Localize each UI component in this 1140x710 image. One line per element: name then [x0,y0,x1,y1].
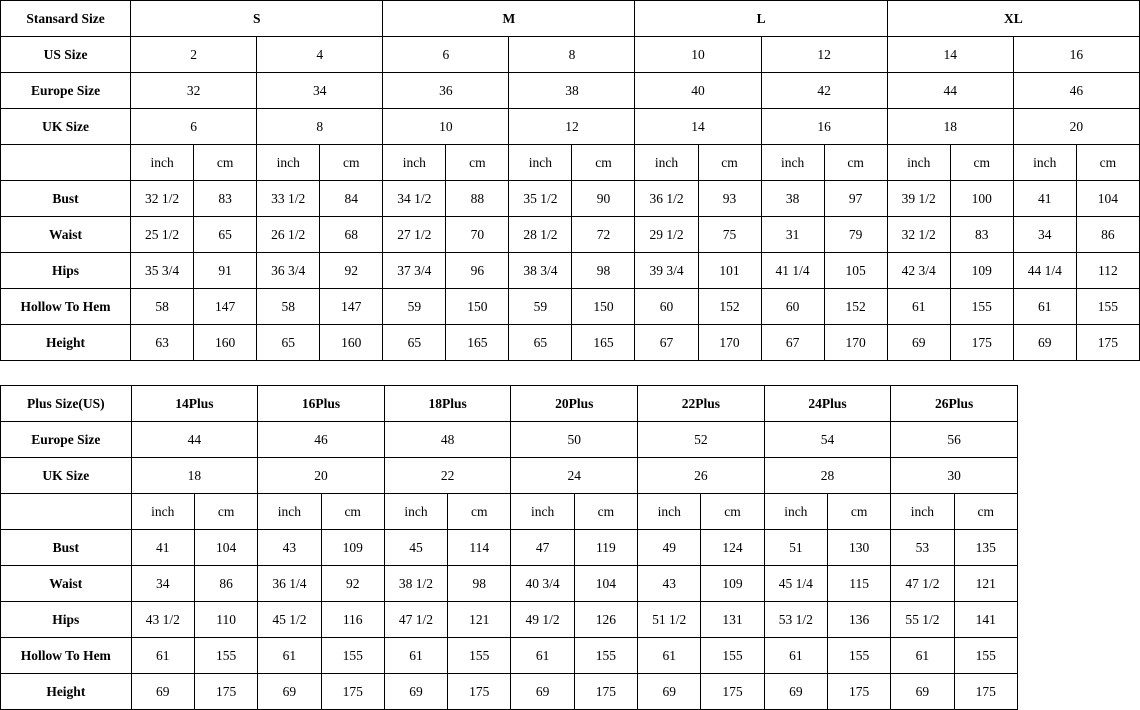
height-cell: 160 [194,325,257,361]
bust-cell: 109 [321,530,384,566]
table-row [1,253,1140,289]
unit-cell: inch [891,494,954,530]
height-cell: 175 [701,674,764,710]
row-label-us-size: US Size [1,37,131,73]
us-size-cell: 14 [887,37,1013,73]
hips-cell: 55 1/2 [891,602,954,638]
uk-size-cell: 22 [384,458,511,494]
hips-cell: 105 [824,253,887,289]
hollow-cell: 150 [446,289,509,325]
row-label-hips: Hips [1,253,131,289]
europe-size-cell: 32 [131,73,257,109]
waist-cell: 86 [194,566,257,602]
size-group-l: L [635,1,887,37]
table-row [1,566,1018,602]
waist-cell: 121 [954,566,1017,602]
uk-size-cell: 28 [764,458,891,494]
unit-cell: cm [448,494,511,530]
row-label-hips: Hips [1,602,132,638]
hips-cell: 131 [701,602,764,638]
unit-row-blank-cell [1,145,131,181]
row-label-uk-size: UK Size [1,458,132,494]
bust-cell: 34 1/2 [383,181,446,217]
hips-cell: 121 [448,602,511,638]
height-cell: 69 [764,674,827,710]
unit-cell: inch [638,494,701,530]
waist-cell: 40 3/4 [511,566,574,602]
height-cell: 67 [635,325,698,361]
row-label-bust: Bust [1,530,132,566]
hollow-cell: 155 [448,638,511,674]
height-cell: 63 [131,325,194,361]
row-label-bust: Bust [1,181,131,217]
bust-cell: 88 [446,181,509,217]
europe-size-cell: 36 [383,73,509,109]
height-cell: 69 [891,674,954,710]
row-label-height: Height [1,674,132,710]
height-cell: 67 [761,325,824,361]
bust-cell: 45 [384,530,447,566]
height-cell: 175 [954,674,1017,710]
table-row [1,674,1018,710]
hollow-cell: 155 [1076,289,1139,325]
hollow-cell: 147 [194,289,257,325]
plus-corner-label: Plus Size(US) [1,386,132,422]
unit-cell: inch [761,145,824,181]
waist-cell: 72 [572,217,635,253]
table-row [1,638,1018,674]
hips-cell: 116 [321,602,384,638]
bust-cell: 130 [827,530,890,566]
unit-cell: cm [321,494,384,530]
size-group-xl: XL [887,1,1139,37]
hollow-cell: 59 [383,289,446,325]
hips-cell: 112 [1076,253,1139,289]
unit-cell: cm [1076,145,1139,181]
us-size-cell: 4 [257,37,383,73]
table-row [1,289,1140,325]
bust-cell: 49 [638,530,701,566]
unit-cell: cm [194,494,257,530]
waist-cell: 32 1/2 [887,217,950,253]
row-label-hollow-to-hem: Hollow To Hem [1,638,132,674]
bust-cell: 124 [701,530,764,566]
hips-cell: 110 [194,602,257,638]
bust-cell: 43 [258,530,321,566]
height-cell: 69 [258,674,321,710]
plus-size-cell: 18Plus [384,386,511,422]
europe-size-cell: 40 [635,73,761,109]
hips-cell: 36 3/4 [257,253,320,289]
size-group-m: M [383,1,635,37]
us-size-cell: 6 [383,37,509,73]
waist-cell: 75 [698,217,761,253]
hollow-cell: 150 [572,289,635,325]
unit-cell: inch [258,494,321,530]
table-row [1,386,1018,422]
table-row [1,145,1140,181]
hips-cell: 39 3/4 [635,253,698,289]
europe-size-cell: 44 [131,422,258,458]
table-row [1,37,1140,73]
waist-cell: 104 [574,566,637,602]
unit-cell: cm [194,145,257,181]
hips-cell: 44 1/4 [1013,253,1076,289]
waist-cell: 86 [1076,217,1139,253]
unit-cell: inch [509,145,572,181]
plus-size-cell: 20Plus [511,386,638,422]
bust-cell: 41 [131,530,194,566]
bust-cell: 32 1/2 [131,181,194,217]
bust-cell: 51 [764,530,827,566]
us-size-cell: 12 [761,37,887,73]
uk-size-cell: 26 [638,458,765,494]
hollow-cell: 61 [638,638,701,674]
height-cell: 175 [950,325,1013,361]
hips-cell: 43 1/2 [131,602,194,638]
table-row [1,1,1140,37]
hips-cell: 42 3/4 [887,253,950,289]
standard-corner-label: Stansard Size [1,1,131,37]
uk-size-cell: 12 [509,109,635,145]
height-cell: 69 [1013,325,1076,361]
us-size-cell: 8 [509,37,635,73]
row-label-hollow-to-hem: Hollow To Hem [1,289,131,325]
waist-cell: 34 [131,566,194,602]
hips-cell: 41 1/4 [761,253,824,289]
europe-size-cell: 46 [1013,73,1139,109]
waist-cell: 31 [761,217,824,253]
uk-size-cell: 6 [131,109,257,145]
bust-cell: 84 [320,181,383,217]
bust-cell: 93 [698,181,761,217]
unit-cell: inch [131,494,194,530]
table-row [1,602,1018,638]
uk-size-cell: 24 [511,458,638,494]
height-cell: 160 [320,325,383,361]
waist-cell: 25 1/2 [131,217,194,253]
europe-size-cell: 54 [764,422,891,458]
plus-size-table [0,385,1018,710]
hollow-cell: 58 [131,289,194,325]
unit-cell: inch [887,145,950,181]
hollow-cell: 152 [698,289,761,325]
unit-cell: cm [824,145,887,181]
hips-cell: 136 [827,602,890,638]
height-cell: 175 [448,674,511,710]
hollow-cell: 59 [509,289,572,325]
plus-size-cell: 26Plus [891,386,1018,422]
unit-cell: cm [574,494,637,530]
row-label-europe-size: Europe Size [1,422,132,458]
bust-cell: 47 [511,530,574,566]
row-label-europe-size: Europe Size [1,73,131,109]
hips-cell: 45 1/2 [258,602,321,638]
bust-cell: 53 [891,530,954,566]
hips-cell: 92 [320,253,383,289]
us-size-cell: 2 [131,37,257,73]
waist-cell: 47 1/2 [891,566,954,602]
europe-size-cell: 56 [891,422,1018,458]
hollow-cell: 61 [258,638,321,674]
unit-cell: inch [257,145,320,181]
unit-cell: inch [635,145,698,181]
table-row [1,73,1140,109]
bust-cell: 104 [1076,181,1139,217]
table-row [1,217,1140,253]
height-cell: 175 [194,674,257,710]
height-cell: 175 [827,674,890,710]
europe-size-cell: 52 [638,422,765,458]
height-cell: 175 [321,674,384,710]
hips-cell: 91 [194,253,257,289]
height-cell: 65 [257,325,320,361]
unit-cell: inch [511,494,574,530]
waist-cell: 45 1/4 [764,566,827,602]
height-cell: 69 [887,325,950,361]
bust-cell: 41 [1013,181,1076,217]
waist-cell: 115 [827,566,890,602]
bust-cell: 114 [448,530,511,566]
waist-cell: 92 [321,566,384,602]
hollow-cell: 61 [891,638,954,674]
hollow-cell: 155 [574,638,637,674]
bust-cell: 83 [194,181,257,217]
unit-cell: cm [572,145,635,181]
bust-cell: 100 [950,181,1013,217]
unit-cell: cm [701,494,764,530]
europe-size-cell: 50 [511,422,638,458]
hollow-cell: 155 [827,638,890,674]
hollow-cell: 61 [131,638,194,674]
uk-size-cell: 10 [383,109,509,145]
row-label-waist: Waist [1,566,132,602]
us-size-cell: 10 [635,37,761,73]
height-cell: 170 [698,325,761,361]
hips-cell: 47 1/2 [384,602,447,638]
unit-cell: cm [950,145,1013,181]
plus-size-cell: 14Plus [131,386,258,422]
europe-size-cell: 44 [887,73,1013,109]
hollow-cell: 61 [887,289,950,325]
height-cell: 69 [131,674,194,710]
row-label-waist: Waist [1,217,131,253]
hollow-cell: 155 [321,638,384,674]
height-cell: 165 [572,325,635,361]
uk-size-cell: 30 [891,458,1018,494]
height-cell: 165 [446,325,509,361]
table-row [1,422,1018,458]
europe-size-cell: 48 [384,422,511,458]
hips-cell: 35 3/4 [131,253,194,289]
unit-cell: cm [320,145,383,181]
row-label-height: Height [1,325,131,361]
waist-cell: 65 [194,217,257,253]
plus-size-cell: 24Plus [764,386,891,422]
bust-cell: 36 1/2 [635,181,698,217]
hollow-cell: 155 [701,638,764,674]
hollow-cell: 61 [384,638,447,674]
height-cell: 69 [638,674,701,710]
table-row [1,530,1018,566]
bust-cell: 90 [572,181,635,217]
unit-cell: inch [764,494,827,530]
uk-size-cell: 14 [635,109,761,145]
uk-size-cell: 16 [761,109,887,145]
bust-cell: 38 [761,181,824,217]
hips-cell: 37 3/4 [383,253,446,289]
us-size-cell: 16 [1013,37,1139,73]
hollow-cell: 155 [950,289,1013,325]
waist-cell: 83 [950,217,1013,253]
hollow-cell: 60 [761,289,824,325]
europe-size-cell: 38 [509,73,635,109]
hips-cell: 53 1/2 [764,602,827,638]
size-group-s: S [131,1,383,37]
waist-cell: 79 [824,217,887,253]
unit-cell: cm [698,145,761,181]
uk-size-cell: 20 [258,458,385,494]
waist-cell: 26 1/2 [257,217,320,253]
uk-size-cell: 8 [257,109,383,145]
table-row [1,494,1018,530]
waist-cell: 28 1/2 [509,217,572,253]
hips-cell: 38 3/4 [509,253,572,289]
hollow-cell: 61 [764,638,827,674]
height-cell: 175 [1076,325,1139,361]
plus-size-cell: 16Plus [258,386,385,422]
plus-size-cell: 22Plus [638,386,765,422]
hips-cell: 126 [574,602,637,638]
bust-cell: 104 [194,530,257,566]
waist-cell: 36 1/4 [258,566,321,602]
hollow-cell: 152 [824,289,887,325]
waist-cell: 29 1/2 [635,217,698,253]
bust-cell: 97 [824,181,887,217]
waist-cell: 38 1/2 [384,566,447,602]
hips-cell: 49 1/2 [511,602,574,638]
hollow-cell: 155 [194,638,257,674]
hips-cell: 96 [446,253,509,289]
unit-cell: inch [383,145,446,181]
unit-cell: cm [954,494,1017,530]
waist-cell: 68 [320,217,383,253]
unit-row-blank-cell [1,494,132,530]
europe-size-cell: 42 [761,73,887,109]
hips-cell: 141 [954,602,1017,638]
unit-cell: inch [131,145,194,181]
waist-cell: 27 1/2 [383,217,446,253]
height-cell: 69 [511,674,574,710]
unit-cell: cm [446,145,509,181]
height-cell: 69 [384,674,447,710]
row-label-uk-size: UK Size [1,109,131,145]
unit-cell: cm [827,494,890,530]
hollow-cell: 58 [257,289,320,325]
waist-cell: 109 [701,566,764,602]
unit-cell: inch [1013,145,1076,181]
europe-size-cell: 46 [258,422,385,458]
hollow-cell: 60 [635,289,698,325]
bust-cell: 39 1/2 [887,181,950,217]
table-row [1,325,1140,361]
waist-cell: 43 [638,566,701,602]
hips-cell: 101 [698,253,761,289]
hips-cell: 98 [572,253,635,289]
hollow-cell: 61 [1013,289,1076,325]
hollow-cell: 147 [320,289,383,325]
unit-cell: inch [384,494,447,530]
uk-size-cell: 20 [1013,109,1139,145]
bust-cell: 119 [574,530,637,566]
europe-size-cell: 34 [257,73,383,109]
uk-size-cell: 18 [887,109,1013,145]
waist-cell: 98 [448,566,511,602]
height-cell: 170 [824,325,887,361]
bust-cell: 135 [954,530,1017,566]
bust-cell: 35 1/2 [509,181,572,217]
hips-cell: 109 [950,253,1013,289]
hollow-cell: 155 [954,638,1017,674]
height-cell: 65 [383,325,446,361]
hollow-cell: 61 [511,638,574,674]
waist-cell: 34 [1013,217,1076,253]
hips-cell: 51 1/2 [638,602,701,638]
uk-size-cell: 18 [131,458,258,494]
waist-cell: 70 [446,217,509,253]
table-row [1,458,1018,494]
bust-cell: 33 1/2 [257,181,320,217]
height-cell: 65 [509,325,572,361]
height-cell: 175 [574,674,637,710]
table-row [1,109,1140,145]
table-row [1,181,1140,217]
